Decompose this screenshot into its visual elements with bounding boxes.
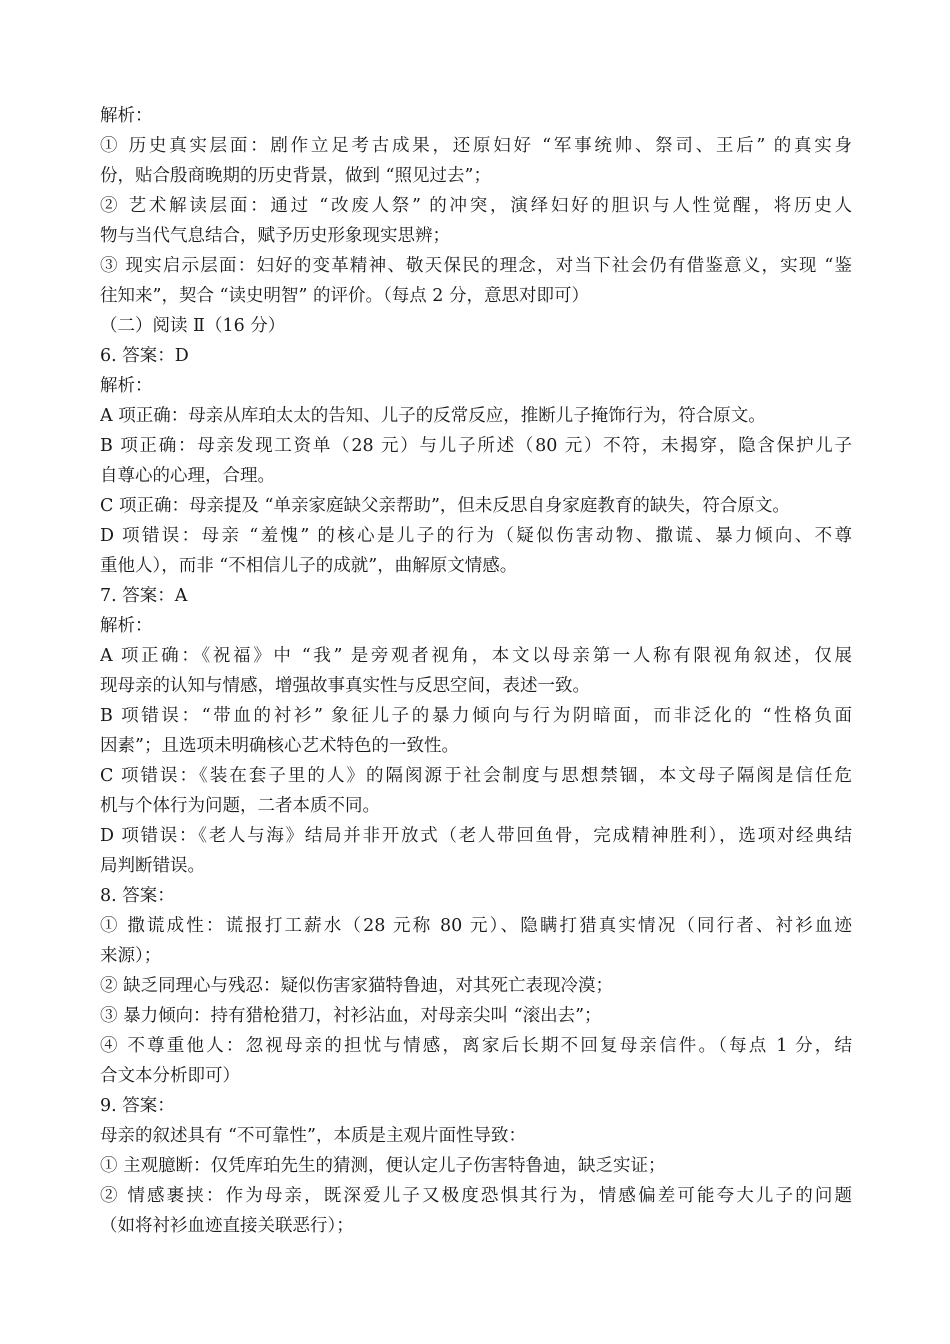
analysis-heading: 解析： xyxy=(100,106,153,126)
paragraph-line: C 项正确：母亲提及 “单亲家庭缺父亲帮助”，但未反思自身家庭教育的缺失，符合原文。 xyxy=(100,496,790,516)
document-page xyxy=(100,101,852,1241)
section-heading: （二）阅读 Ⅱ（16 分） xyxy=(100,316,286,336)
paragraph-line: 往知来”，契合 “读史明智” 的评价。（每点 2 分，意思对即可） xyxy=(100,286,589,306)
paragraph-line: ① 历史真实层面：剧作立足考古成果，还原妇好 “军事统帅、祭司、王后” 的真实身 xyxy=(100,136,852,156)
paragraph-line: B 项错误：“带血的衬衫” 象征儿子的暴力倾向与行为阴暗面，而非泛化的 “性格负面 xyxy=(100,706,852,726)
paragraph-line: D 项错误：《老人与海》结局并非开放式（老人带回鱼骨，完成精神胜利），选项对经典结 xyxy=(100,826,852,846)
paragraph-line: （如将衬衫血迹直接关联恶行）； xyxy=(100,1216,354,1236)
answer-heading: 6. 答案：D xyxy=(100,346,189,366)
paragraph-line: 因素”；且选项未明确核心艺术特色的一致性。 xyxy=(100,736,459,756)
paragraph-line: 物与当代气息结合，赋予历史形象现实思辨； xyxy=(100,226,450,246)
paragraph-line: A 项正确：母亲从库珀太太的告知、儿子的反常反应，推断儿子掩饰行为，符合原文。 xyxy=(100,406,766,426)
paragraph-line: ① 主观臆断：仅凭库珀先生的猜测，便认定儿子伤害特鲁迪，缺乏实证； xyxy=(100,1156,666,1176)
paragraph-line: ① 撒谎成性：谎报打工薪水（28 元称 80 元）、隐瞒打猎真实情况（同行者、衬衫血迹 xyxy=(100,916,852,936)
paragraph-line: 机与个体行为问题，二者本质不同。 xyxy=(100,796,380,816)
paragraph-line: 自尊心的心理，合理。 xyxy=(100,466,275,486)
paragraph-line: ③ 暴力倾向：持有猎枪猎刀，衬衫沾血，对母亲尖叫 “滚出去”； xyxy=(100,1006,602,1026)
answer-heading: 9. 答案： xyxy=(100,1096,175,1116)
paragraph-line: ② 缺乏同理心与残忍：疑似伤害家猫特鲁迪，对其死亡表现冷漠； xyxy=(100,976,614,996)
paragraph-line: 份，贴合殷商晚期的历史背景，做到 “照见过去”； xyxy=(100,166,491,186)
analysis-heading: 解析： xyxy=(100,376,153,396)
paragraph-line: ③ 现实启示层面：妇好的变革精神、敬天保民的理念，对当下社会仍有借鉴意义，实现 “鉴 xyxy=(100,256,852,276)
paragraph-line: ④ 不尊重他人：忽视母亲的担忧与情感，离家后长期不回复母亲信件。（每点 1 分，结 xyxy=(100,1036,852,1056)
paragraph-line: ② 情感裹挟：作为母亲，既深爱儿子又极度恐惧其行为，情感偏差可能夸大儿子的问题 xyxy=(100,1186,852,1206)
paragraph-line: ② 艺术解读层面：通过 “改废人祭” 的冲突，演绎妇好的胆识与人性觉醒，将历史人 xyxy=(100,196,852,216)
answer-heading: 7. 答案：A xyxy=(100,586,188,606)
analysis-heading: 解析： xyxy=(100,616,153,636)
paragraph-line: D 项错误：母亲 “羞愧” 的核心是儿子的行为（疑似伤害动物、撒谎、暴力倾向、不尊 xyxy=(100,526,852,546)
paragraph-line: B 项正确：母亲发现工资单（28 元）与儿子所述（80 元）不符，未揭穿，隐含保护儿子 xyxy=(100,436,852,456)
paragraph-line: 来源）； xyxy=(100,946,162,966)
paragraph-line: 局判断错误。 xyxy=(100,856,205,876)
paragraph-line: 合文本分析即可） xyxy=(100,1066,240,1086)
paragraph-line: 现母亲的认知与情感，增强故事真实性与反思空间，表述一致。 xyxy=(100,676,590,696)
paragraph-line: A 项正确：《祝福》中 “我” 是旁观者视角，本文以母亲第一人称有限视角叙述，仅展 xyxy=(100,646,852,666)
paragraph-line: 重他人），而非 “不相信儿子的成就”，曲解原文情感。 xyxy=(100,556,518,576)
answer-heading: 8. 答案： xyxy=(100,886,175,906)
paragraph-line: C 项错误：《装在套子里的人》的隔阂源于社会制度与思想禁锢，本文母子隔阂是信任危 xyxy=(100,766,852,786)
paragraph-line: 母亲的叙述具有 “不可靠性”，本质是主观片面性导致： xyxy=(100,1126,526,1146)
